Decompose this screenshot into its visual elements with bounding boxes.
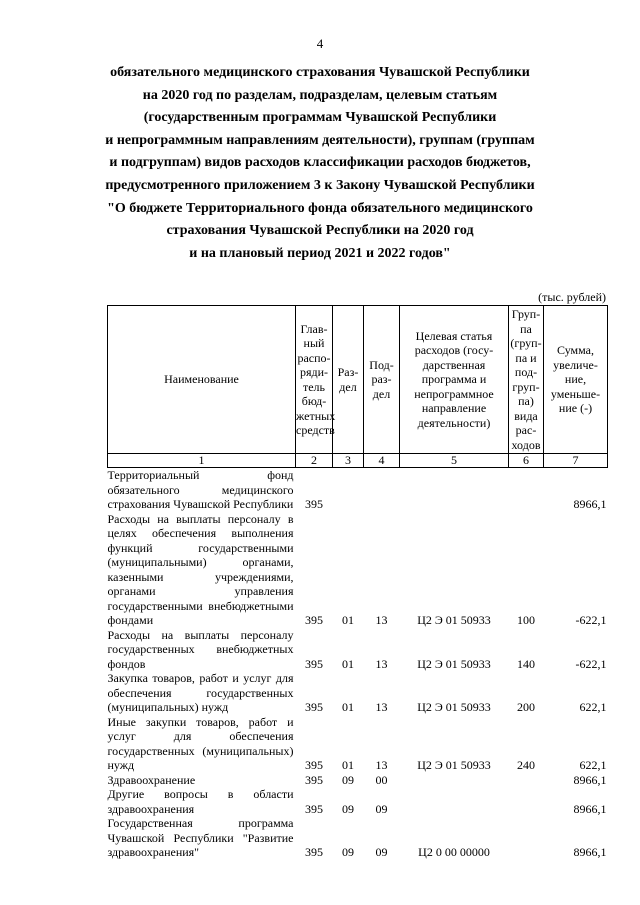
unit-note: (тыс. рублей) (538, 290, 606, 304)
title-line: предусмотренного приложением 3 к Закону Чувашской Республики (105, 177, 535, 193)
index-cell: 5 (400, 454, 509, 468)
title-line: (государственным программам Чувашской Республики (143, 110, 497, 126)
row-section: 01 (342, 700, 354, 714)
row-subsection (364, 468, 400, 512)
row-section: 09 (342, 772, 354, 787)
table-row (108, 715, 608, 773)
row-section: 01 (342, 656, 354, 671)
row-section: 01 (342, 613, 354, 627)
header-section: Раз-дел (333, 306, 364, 454)
row-sum: 622,1 (579, 758, 607, 772)
row-sum: -622,1 (575, 656, 607, 671)
row-name: Здравоохранение (107, 772, 196, 787)
row-admin: 395 (305, 772, 323, 787)
row-name: Иные закупки товаров, работ и услуг для обеспечения государственных (муниципальных) нужд (107, 714, 294, 772)
row-target (400, 773, 509, 788)
row-target: Ц2 Э 01 50933 (417, 758, 491, 772)
header-subsection: Под-раз-дел (364, 306, 400, 454)
table-row (108, 628, 608, 672)
index-cell: 6 (509, 454, 544, 468)
table-row (108, 816, 608, 860)
row-target (400, 468, 509, 512)
row-sum: 622,1 (579, 700, 607, 714)
page-number: 4 (316, 36, 324, 51)
row-group: 240 (517, 758, 535, 772)
header-admin: Глав-ный распо-ряди-тель бюд-жетных средств (296, 306, 333, 454)
row-subsection: 13 (375, 758, 388, 772)
title-line: и на плановый период 2021 и 2022 годов" (189, 245, 451, 261)
row-sum: 8966,1 (573, 845, 607, 859)
row-subsection: 13 (375, 700, 388, 714)
row-group (509, 468, 544, 512)
row-target (400, 787, 509, 816)
document-title (100, 62, 540, 265)
row-group: 200 (517, 700, 535, 714)
row-name: Государственная программа Чувашской Республики "Развитие здравоохранения" (107, 816, 294, 859)
row-target: Ц2 0 00 00000 (418, 845, 490, 859)
index-cell: 4 (364, 454, 400, 468)
row-subsection: 13 (375, 613, 388, 627)
row-target: Ц2 Э 01 50933 (417, 700, 491, 714)
row-admin: 395 (305, 656, 323, 671)
header-name: Наименование (108, 306, 296, 454)
row-group (509, 773, 544, 788)
row-section: 01 (342, 758, 354, 772)
row-name: Закупка товаров, работ и услуг для обеспечения государственных (муниципальных) нужд (107, 671, 294, 714)
row-section: 09 (342, 801, 354, 816)
row-subsection: 09 (375, 801, 388, 816)
row-sum: -622,1 (575, 613, 607, 627)
title-line: и подгруппам) видов расходов классификации расходов бюджетов, (109, 155, 531, 171)
row-group (509, 787, 544, 816)
title-line: "О бюджете Территориального фонда обязательного медицинского (107, 200, 533, 216)
row-subsection: 13 (375, 656, 388, 671)
row-group: 140 (517, 656, 535, 671)
title-line: и непрограммным направлениям деятельности), группам (группам (105, 132, 535, 148)
row-admin: 395 (305, 845, 323, 859)
index-cell: 2 (296, 454, 333, 468)
row-admin: 395 (305, 613, 323, 627)
index-cell: 7 (544, 454, 608, 468)
header-row (108, 306, 608, 454)
row-admin: 395 (305, 758, 323, 772)
title-line: на 2020 год по разделам, подразделам, целевым статьям (142, 87, 498, 103)
index-cell: 3 (333, 454, 364, 468)
row-target: Ц2 Э 01 50933 (417, 656, 491, 671)
header-target: Целевая статья расходов (госу-дарственная программа и непрограммное направление деятельности) (400, 306, 509, 454)
table-row (108, 773, 608, 788)
budget-table (107, 305, 608, 860)
row-group: 100 (517, 613, 535, 627)
row-admin: 395 (305, 801, 323, 816)
row-name: Расходы на выплаты персоналу в целях обеспечения выполнения функций государственными (муниципальными) органами, казенными учреждениями, органами управления государственными внебюджетными фондами (107, 511, 294, 627)
table-row (108, 468, 608, 512)
row-admin: 395 (305, 497, 323, 511)
index-row (108, 454, 608, 468)
row-name: Другие вопросы в области здравоохранения (107, 787, 294, 816)
row-subsection: 00 (375, 772, 388, 787)
title-line: обязательного медицинского страхования Чувашской Республики (110, 65, 530, 80)
row-subsection: 09 (375, 845, 388, 859)
table-row (108, 671, 608, 715)
row-sum: 8966,1 (573, 497, 607, 511)
row-section: 09 (342, 845, 354, 859)
row-sum: 8966,1 (573, 772, 607, 787)
row-target: Ц2 Э 01 50933 (417, 613, 491, 627)
row-name: Территориальный фонд обязательного медицинского страхования Чувашской Республики (107, 468, 294, 511)
row-group (509, 816, 544, 860)
header-sum: Сумма, увеличе-ние, уменьше-ние (-) (544, 306, 608, 454)
table-row (108, 787, 608, 816)
table-row (108, 512, 608, 628)
title-line: страхования Чувашской Республики на 2020 год (166, 223, 474, 239)
row-admin: 395 (305, 700, 323, 714)
header-group: Груп-па (груп-па и под-груп-па) вида рас-ходов (510, 307, 542, 452)
row-sum: 8966,1 (573, 801, 607, 816)
row-section (333, 468, 364, 512)
row-name: Расходы на выплаты персоналу государственных внебюджетных фондов (107, 627, 294, 671)
index-cell: 1 (108, 454, 296, 468)
